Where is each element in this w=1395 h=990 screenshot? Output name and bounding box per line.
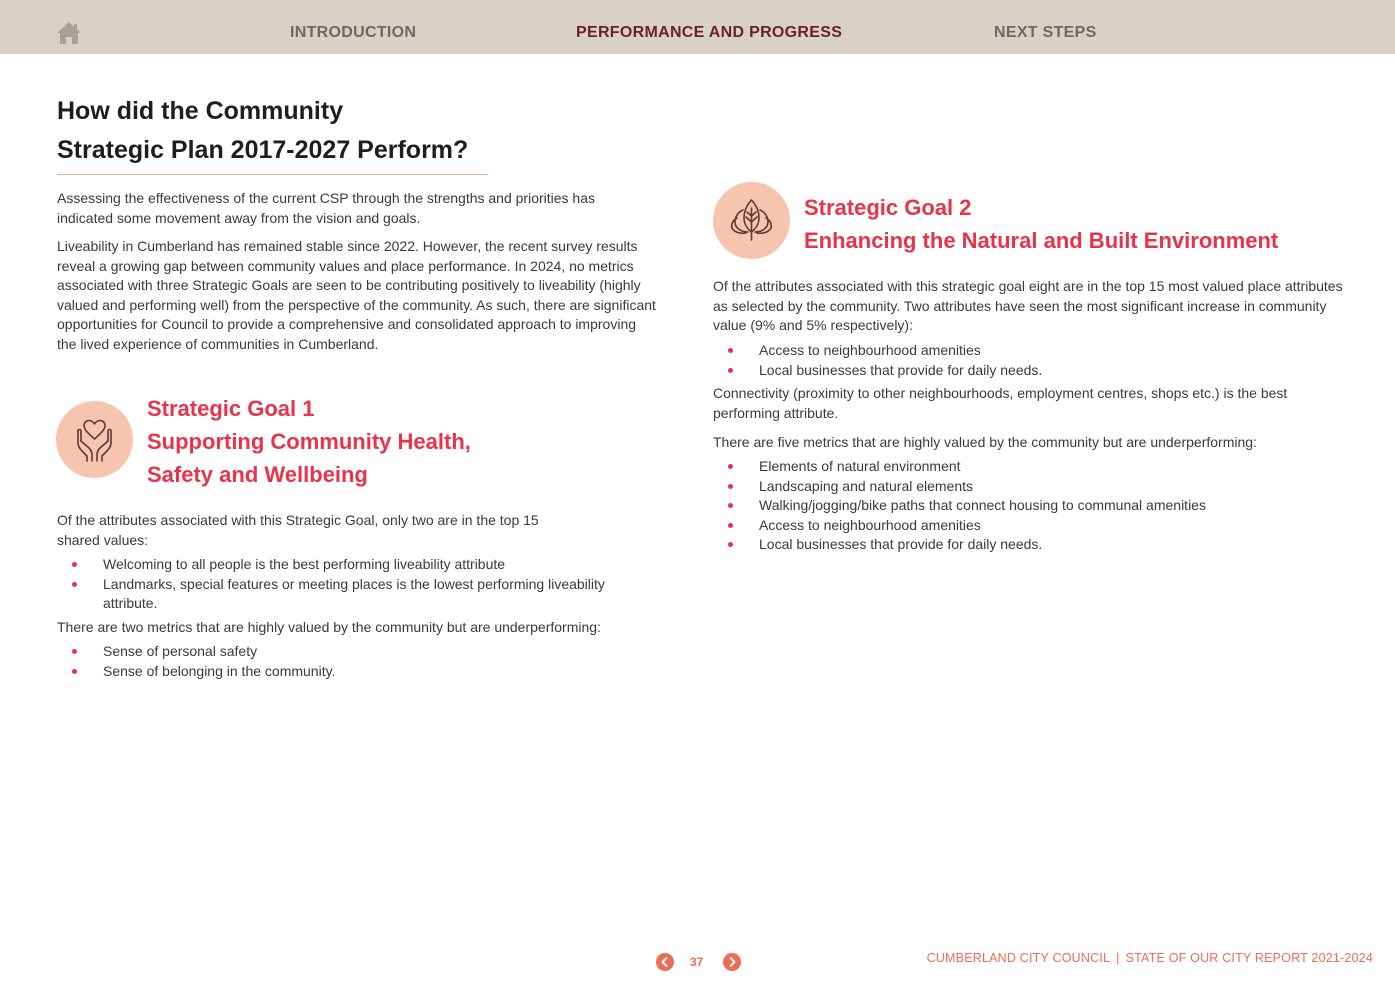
goal-1-title-line-1: Supporting Community Health, (147, 429, 471, 454)
goal-2-heading (804, 191, 1278, 257)
page-title-line-2: Strategic Plan 2017-2027 Perform? (57, 136, 469, 164)
intro-paragraph-1: Assessing the effectiveness of the current CSP through the strengths and priorities has indicated some movement away from the vision and goals. (57, 190, 596, 226)
top-navigation-bar (0, 0, 1395, 54)
page-title (57, 92, 497, 170)
chevron-left-icon (656, 953, 674, 971)
goal-1-heading (147, 392, 471, 491)
goal-2-title: Enhancing the Natural and Built Environment (804, 228, 1279, 253)
goal-1-paragraph-1: Of the attributes associated with this Strategic Goal, only two are in the top 15 shared values: (57, 512, 539, 548)
footer-separator: | (1116, 951, 1120, 965)
list-item: Landmarks, special features or meeting places is the lowest performing liveability attribute. (57, 575, 617, 614)
list-item: Elements of natural environment (713, 457, 1333, 477)
intro-paragraph-2: Liveability in Cumberland has remained stable since 2022. However, the recent survey results reveal a growing gap between community values and place performance. In 2024, no metrics associated with three Strategic Goals are seen to be contributing positively to liveability (highly valued and performing well) from the perspective of the community. As such, there are significant opportunities for Council to provide a comprehensive and consolidated approach to improving the lived experience of communities in Cumberland. (57, 238, 656, 352)
nav-link-performance-and-progress[interactable]: PERFORMANCE AND PROGRESS (576, 24, 843, 41)
goal-1-paragraph-2: There are two metrics that are highly valued by the community but are underperforming: (57, 619, 601, 635)
nav-link-next-steps[interactable]: NEXT STEPS (994, 24, 1097, 41)
home-icon[interactable] (56, 21, 82, 45)
list-item: Local businesses that provide for daily needs. (713, 535, 1333, 555)
nav-link-introduction[interactable]: INTRODUCTION (290, 24, 417, 41)
list-item: Sense of personal safety (57, 642, 617, 662)
leaf-icon (713, 182, 790, 259)
goal-2-icon-circle (713, 182, 790, 259)
page-title-line-1: How did the Community (57, 97, 344, 125)
goal-1-icon-circle (56, 401, 133, 478)
goal-2-paragraph-3: There are five metrics that are highly valued by the community but are underperforming: (713, 434, 1257, 450)
previous-page-button[interactable] (656, 953, 674, 971)
goal-1-title-line-2: Safety and Wellbeing (147, 462, 368, 487)
list-item: Access to neighbourhood amenities (713, 341, 1333, 361)
goal-2-paragraph-2: Connectivity (proximity to other neighbourhoods, employment centres, shops etc.) is the best performing attribute. (713, 385, 1288, 421)
next-page-button[interactable] (723, 953, 741, 971)
page-number: 37 (690, 955, 704, 969)
goal-2-underperforming-list (713, 457, 1333, 555)
goal-1-underperforming-list (57, 642, 617, 681)
goal-2-paragraph-1: Of the attributes associated with this strategic goal eight are in the top 15 most valued place attributes as selected by the community. Two attributes have seen the most significant increase in community value (9% and 5% respectively): (713, 278, 1343, 334)
list-item: Access to neighbourhood amenities (713, 516, 1333, 536)
title-underline (57, 174, 488, 175)
hands-heart-icon (56, 401, 133, 478)
footer-report-title (927, 951, 1373, 965)
goal-1-label: Strategic Goal 1 (147, 396, 315, 421)
list-item: Sense of belonging in the community. (57, 662, 617, 682)
list-item: Landscaping and natural elements (713, 477, 1333, 497)
list-item: Local businesses that provide for daily needs. (713, 361, 1333, 381)
goal-2-label: Strategic Goal 2 (804, 195, 972, 220)
goal-2-increase-list (713, 341, 1333, 380)
footer-council-name: CUMBERLAND CITY COUNCIL (926, 951, 1111, 965)
list-item: Walking/jogging/bike paths that connect housing to communal amenities (713, 496, 1333, 516)
chevron-right-icon (723, 953, 741, 971)
footer-report-name: STATE OF OUR CITY REPORT 2021-2024 (1125, 951, 1373, 965)
list-item: Welcoming to all people is the best performing liveability attribute (57, 555, 617, 575)
goal-1-top-values-list (57, 555, 617, 614)
